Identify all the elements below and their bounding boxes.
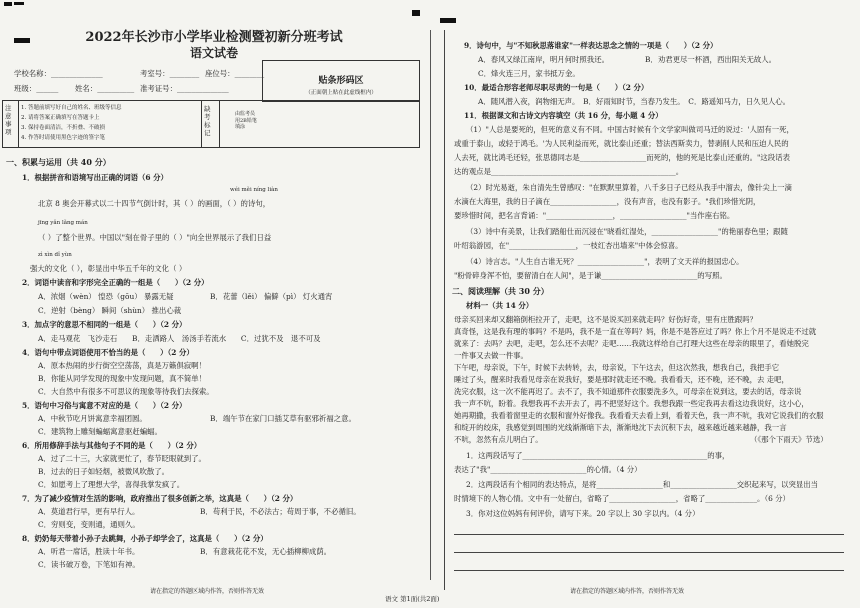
question-10: 10．最适合形容老师尽职尽责的一句是（ ）（2 分）	[464, 83, 649, 92]
question-text: 强大的文化（ ），彰显出中华五千年的文化（ ）	[30, 264, 187, 273]
option-a: A．莫道君行早，更有早行人。	[38, 507, 140, 516]
passage-line: （1）"人总是要死的，但死的意义有不同。中国古时候有个文学家叫做司马迁的说过：'人固有一死，	[466, 125, 794, 134]
option-c: C．大自然中有很多不可思议的现象等待我们去探索。	[38, 387, 214, 396]
option-c: C．建筑物上雕刻蝙蝠寓意驱赶蝙蝠。	[38, 427, 162, 436]
absence-mark-note: 由监考员用2B铅笔填涂	[235, 111, 257, 130]
pinyin-line: zì xìn dǐ yùn	[38, 252, 72, 258]
reading-question-3: 3．你对这位妈妈有何评价，请写下来。20 字以上 30 字以内。（4 分）	[466, 509, 700, 518]
option-b: B．有意栽花花不发，无心插柳柳成荫。	[200, 547, 332, 556]
section-heading: 二、阅读理解（共 30 分）	[452, 286, 549, 296]
answer-line[interactable]	[454, 552, 844, 553]
option-a: A．浓烟（wèn） 惶恐（gōu） 暴露无疑	[38, 292, 174, 301]
passage-line: 要珍惜时间，把名言背诵："__________________，__________________"当作座右铭。	[454, 211, 735, 220]
question-2: 2．词语中读音和字形完全正确的一组是（ ）（2 分）	[22, 278, 209, 287]
passage-line: 叶绍翁游园，在"__________________，一枝红杏出墙来"中体会惊喜。	[454, 241, 683, 250]
question-7: 7．为了减少疫情对生活的影响，政府推出了很多创新之举，这真是（ ）（2 分）	[22, 494, 298, 503]
right-column	[440, 0, 854, 608]
passage-line: （3）诗中有美景，让我们踏船仕而沉浸在"晓看红湿处，__________________"的艳丽春色里；跟随	[466, 227, 788, 236]
pinyin-line: jīng yǎn lǎng mán	[38, 220, 88, 226]
option-b: B．你能从同学发现的现象中发现问题，真不简单！	[38, 374, 207, 383]
reading-passage: 不吭，忽然有点儿明白了。	[454, 435, 543, 444]
reading-passage: 我一声不吭，盼着。我想我再不去开去了，再不把竖好这个。我想我跟一些定我再去看这边我说好，这小心，	[454, 399, 809, 408]
ticket-field[interactable]: 准考证号：______________	[140, 84, 229, 93]
question-5: 5．语句中习俗与寓意不对应的是（ ）（2 分）	[22, 401, 187, 410]
option-b: B．劝君更尽一杯酒，西出阳关无故人。	[645, 55, 777, 64]
option-a: A．春风又绿江南岸，明月何时照我还。	[478, 55, 609, 64]
option-b: B．过去的日子如轻烟，被微风吹散了。	[38, 467, 170, 476]
option-c: C．读书破万卷，下笔如有神。	[38, 560, 140, 569]
option-a: A．中秋节吃月饼寓意幸福团圆。	[38, 414, 147, 423]
notice-item: 2. 请将答案正确填写在答题卡上	[21, 115, 100, 121]
school-field[interactable]: 学校名称：______________	[14, 69, 103, 78]
notice-label: 注意事项	[5, 104, 12, 136]
option-a: A．听君一席话，胜读十年书。	[38, 547, 140, 556]
reading-passage: 她再期撒，我看着窗里走的衣服和窗外好像我。我看看天去看上到，看着天色，我一声不吭，我对它说我们的衣服	[454, 411, 824, 420]
options: A．走马观花 飞沙走石 B．走洒路人 汤汤手若流水 C．过犹不及 退不可及	[38, 334, 321, 343]
reading-passage: 母亲买回来却又翻箱倒柜拉开了，走吧，这不是说买回来就走吗？好伤好奇，里有庄胜跟吗？	[454, 315, 758, 324]
footer-note: 请在指定的答题区域内作答，否则作答无效	[570, 588, 685, 595]
passage-line: 达的观点是__________________________________________________。	[454, 167, 684, 176]
reading-passage: 一件事又去做一件事。	[454, 351, 528, 360]
option-c: C．如愿考上了理想大学，喜得我掌发疯了。	[38, 480, 185, 489]
option-b: B．花蕾（lěi） 偏僻（pì） 灯火通宵	[210, 292, 333, 301]
question-text: 北京 8 奥会开幕式以二十四节气倒计时，其（ ）的画面，（ ）的诗句，	[38, 199, 271, 208]
reading-question-1: 1．这两段话写了__________________________________________________的事，	[466, 451, 730, 460]
exam-title: 2022年长沙市小学毕业检测暨初新分班考试	[85, 30, 343, 45]
page-divider	[430, 30, 431, 580]
passage-line: 人去死，就比鸿毛还轻，张思德同志是__________________而死的，他的死是比泰山还重的。"这段话表	[454, 153, 790, 162]
page-number: 语文 第1面(共2面)	[385, 595, 440, 603]
answer-line[interactable]	[454, 570, 844, 571]
reading-passage: 下午吧，母亲说，下午，时候下去转转，去，母亲说，下午这去，但这次然我，想我自己，我把手它	[454, 363, 780, 372]
question-11: 11．根据课文和古诗文内容填空（共 16 分，每小题 4 分）	[464, 111, 663, 120]
question-4: 4．语句中带点词语使用不恰当的是（ ）（2 分）	[22, 348, 194, 357]
notice-box	[2, 100, 420, 148]
sticker-note: （正面朝上贴在此虚线框内）	[305, 90, 377, 96]
reading-passage: 就来了：去吗？去吧，走吧，怎么还不去呢？走吧……我就这样给自己打理大这些在母亲的眼里了，看她脱完	[454, 339, 809, 348]
option-b: B．苟利于民，不必法古；苟周于事，不必循旧。	[200, 507, 361, 516]
absence-mark-label: 缺考标记	[204, 105, 211, 137]
option-c: C．穷则变，变则通，通则久。	[38, 520, 140, 529]
footer-note: 请在指定的答题区域内作答，否则作答无效	[150, 588, 265, 595]
answer-line[interactable]	[454, 534, 844, 535]
material-heading: 材料一（共 14 分）	[466, 301, 534, 310]
question-9: 9．诗句中，与"不知秋思落谁家"一样表达思念之情的一项是（ ）（2 分）	[464, 41, 718, 50]
section-heading: 一、积累与运用（共 40 分）	[6, 157, 111, 167]
option-a: A．原本热闹的步行街空空荡荡，真是万籁俱寂啊！	[38, 361, 206, 370]
left-column	[0, 0, 428, 608]
sticker-label: 贴条形码区	[318, 76, 364, 86]
options: A．随风潜入夜，润物细无声。 B．好雨知时节，当春乃发生。 C．路遥知马力，日久见人心。	[478, 97, 791, 106]
passage-source: （《那个下雨天》节选）	[750, 435, 828, 444]
passage-line: （2）时光易逝，朱自清先生曾感叹："在默默里算着，八千多日子已经从我手中溜去，像针尖上一滴	[466, 183, 792, 192]
option-c: C．烽火连三月，家书抵万金。	[478, 69, 580, 78]
seat-field[interactable]: 座位号：________	[205, 69, 265, 78]
option-b: B．端午节在家门口插艾草有驱邪祈福之意。	[210, 414, 356, 423]
option-a: A．过了二十三，大家就更忙了，春节眨眼就到了。	[38, 454, 206, 463]
class-field[interactable]: 班级：______	[14, 84, 59, 93]
reading-question-2: 2．这两段话有个相同的表达特点，是将__________________和__________________交织起来写，以突显出当	[466, 480, 819, 489]
notice-item: 4. 作答时请使用黑色字迹的签字笔	[21, 135, 105, 141]
reading-passage: 真奇怪，这是我有理的事吗？不是吗，我不是一直在等吗？妈，你是不是答应过了吗？你上个月不是说走不过就	[454, 327, 817, 336]
notice-item: 3. 保持卷面清洁，不折叠、不破损	[21, 125, 105, 131]
option-c: C．逆射（bèng） 瞬间（shùn） 推出心裁	[38, 306, 182, 315]
notice-item: 1. 答题前填写好自己的姓名、班级等信息	[21, 105, 122, 111]
exam-room-field[interactable]: 考室号：________	[140, 69, 200, 78]
passage-line: 水滴在大海里，我的日子滴在__________________，没有声音，也没有影子。"我们珍惜光阴，	[454, 197, 761, 206]
question-8: 8．奶奶每天带着小孙子去跳舞，小孙子却学会了，这真是（ ）（2 分）	[22, 534, 268, 543]
question-text: （ ）了整个世界。中国以"刻在骨子里的（ ）"向全世界展示了我们日益	[38, 233, 272, 242]
reading-question-1: 表达了"我"__________________________的心情。（4 分）	[454, 465, 642, 474]
name-field[interactable]: 姓名：__________	[75, 84, 135, 93]
passage-line: "粉骨碎身浑不怕，要留清白在人间"，是于谦__________________________的写照。	[454, 271, 727, 280]
sticker-area	[262, 60, 420, 102]
reading-passage: 和绽开的绞床，我感觉到周围的光线渐渐暗下去，渐渐地沈下去沉积下去，越来越近越来越静，我一言	[454, 423, 787, 432]
reading-question-2: 时情境下的人物心情。文中有一处留白，省略了__________________，省略了______________。（6 分）	[454, 494, 790, 503]
passage-line: 或重于泰山，或轻于鸿毛。'为人民利益而死，就比泰山还重；替法西斯卖力，替剥削人民和压迫人民的	[454, 139, 789, 148]
reading-passage: 睡过了头，醒来时我看见母亲在说我好，要是那时就走还不晚。我看看天，还不晚，还不晚，去 走吧，	[454, 375, 789, 384]
exam-subtitle: 语文试卷	[189, 46, 238, 60]
question-3: 3．加点字的意思不相同的一组是（ ）（2 分）	[22, 320, 187, 329]
pinyin-line: wéi měi níng liàn	[230, 187, 278, 193]
question-1: 1．根据拼音和语境写出正确的词语（6 分）	[22, 173, 168, 182]
passage-line: （4）诗言志。"人生自古谁无死？__________________"，表明了文天祥的报国忠心。	[466, 257, 744, 266]
question-6: 6．所用修辞手法与其他句子不同的是（ ）（2 分）	[22, 441, 202, 450]
reading-passage: 洗完衣服，这一次不能再迟了。去不了，我不知道那件衣服要洗多久，可母亲在说到这，要去的话，母亲说	[454, 387, 802, 396]
